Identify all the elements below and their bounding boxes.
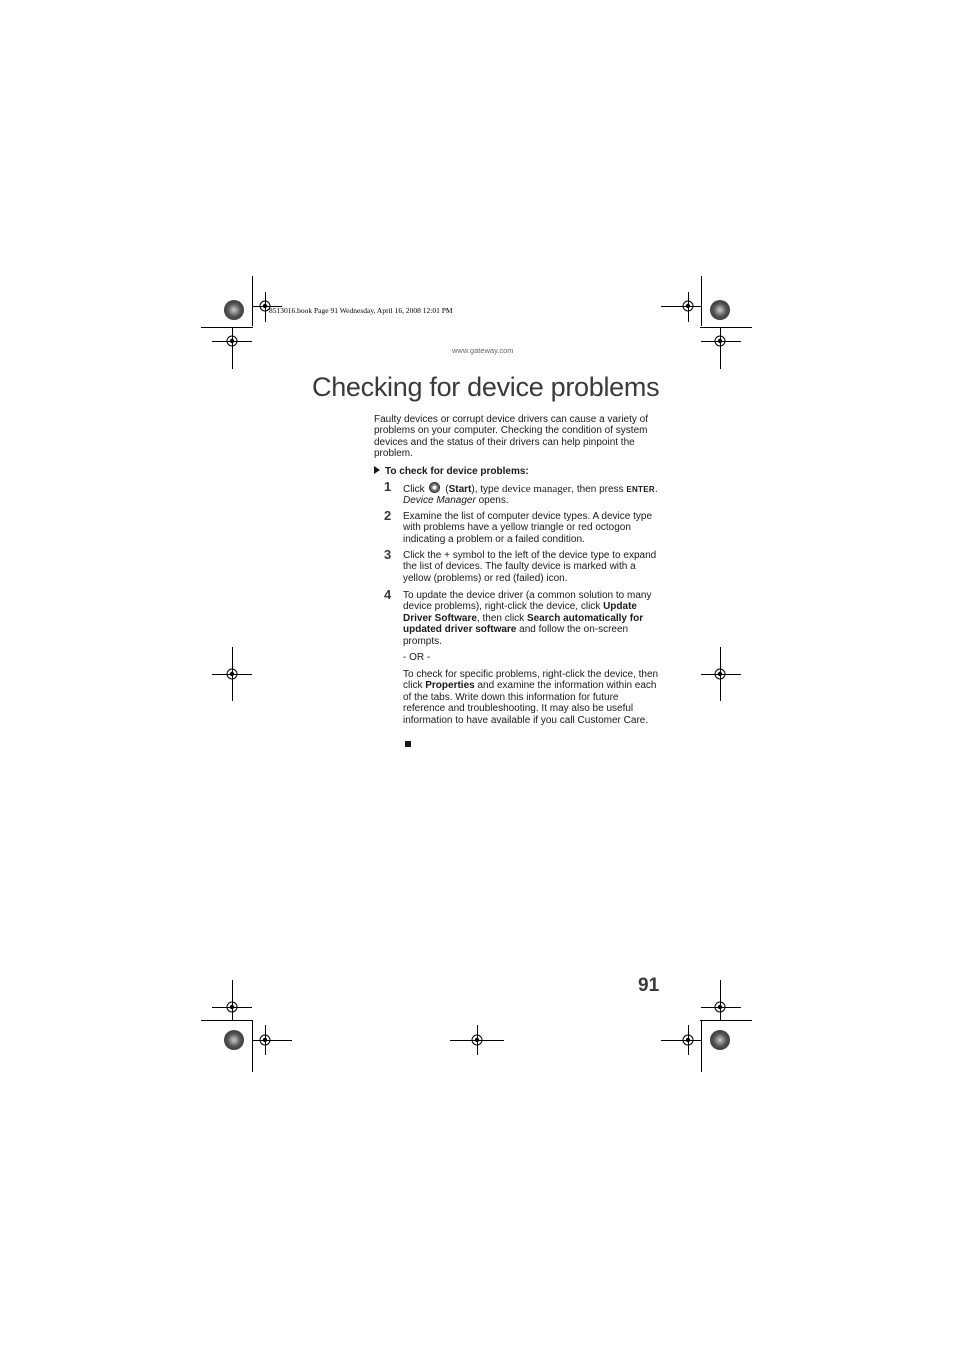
update-driver-label: Update Driver Software <box>403 601 637 624</box>
step-1-part: ( <box>445 484 449 495</box>
site-url: www.gateway.com <box>452 346 514 355</box>
alternative-text <box>403 669 659 726</box>
step-1-part: Click <box>403 484 425 495</box>
end-of-procedure-icon <box>405 741 411 747</box>
step-number: 3 <box>384 547 392 562</box>
procedure-heading-label: To check for device problems: <box>385 466 529 477</box>
step-1-part: opens. <box>478 495 509 507</box>
step-number: 4 <box>384 587 392 602</box>
or-separator: - OR - <box>403 652 431 663</box>
step-number: 1 <box>384 479 392 494</box>
step-4-part: , then click <box>476 612 525 624</box>
step-number: 2 <box>384 508 392 523</box>
start-label: Start <box>448 484 472 495</box>
step-4-part: and follow the on-screen prompts. <box>403 624 629 647</box>
crosshair-icon <box>713 667 727 681</box>
page-title: Checking for device problems <box>312 372 660 402</box>
procedure-heading <box>374 466 529 477</box>
procedure-arrow-icon <box>374 466 380 474</box>
registration-disc-icon <box>224 300 244 320</box>
crosshair-icon <box>225 334 239 348</box>
step-2-text: Examine the list of computer device types. A device type with problems have a yellow triangle or red octogon indicating a problem or a failed condition. <box>403 511 653 545</box>
registration-disc-icon <box>710 1030 730 1050</box>
crosshair-icon <box>681 299 695 313</box>
typed-command: device manager <box>501 483 572 495</box>
registration-disc-icon <box>710 300 730 320</box>
step-1-text <box>403 482 659 507</box>
crosshair-icon <box>713 1000 727 1014</box>
step-3-text: Click the + symbol to the left of the device type to expand the list of devices. The faulty device is marked with a yellow (problems) or red (failed) icon. <box>403 550 657 584</box>
crosshair-icon <box>681 1033 695 1047</box>
crosshair-icon <box>225 1000 239 1014</box>
page-number: 91 <box>638 975 660 996</box>
crosshair-icon <box>258 1033 272 1047</box>
intro-paragraph: Faulty devices or corrupt device drivers can cause a variety of problems on your computer. Checking the condition of system devices and the status of their drivers can help pinpoint the problem. <box>374 414 649 460</box>
crosshair-icon <box>713 334 727 348</box>
registration-disc-icon <box>224 1030 244 1050</box>
search-automatically-label: Search automatically for updated driver software <box>403 612 644 636</box>
enter-key: ENTER <box>626 485 655 494</box>
step-4-text <box>403 590 659 647</box>
step-1-part: . <box>654 484 658 495</box>
alternative-part: and examine the information within each of the tabs. Write down this information for future reference and troubleshooting. It may also be useful information to have available if you call Customer Care. <box>403 680 657 726</box>
step-4-part: To update the device driver (a common solution to many device problems), right-click the device, click <box>403 590 652 613</box>
crosshair-icon <box>470 1033 484 1047</box>
properties-label: Properties <box>425 680 475 692</box>
print-header: 8513016.book Page 91 Wednesday, April 16, 2008 12:01 PM <box>269 306 453 315</box>
crosshair-icon <box>225 667 239 681</box>
step-1-part: ), type <box>471 484 500 495</box>
step-1-part: , then press <box>571 484 624 495</box>
windows-start-icon <box>429 482 440 493</box>
device-manager-label: Device Manager <box>403 495 476 507</box>
alternative-part: To check for specific problems, right-click the device, then click <box>403 669 659 692</box>
